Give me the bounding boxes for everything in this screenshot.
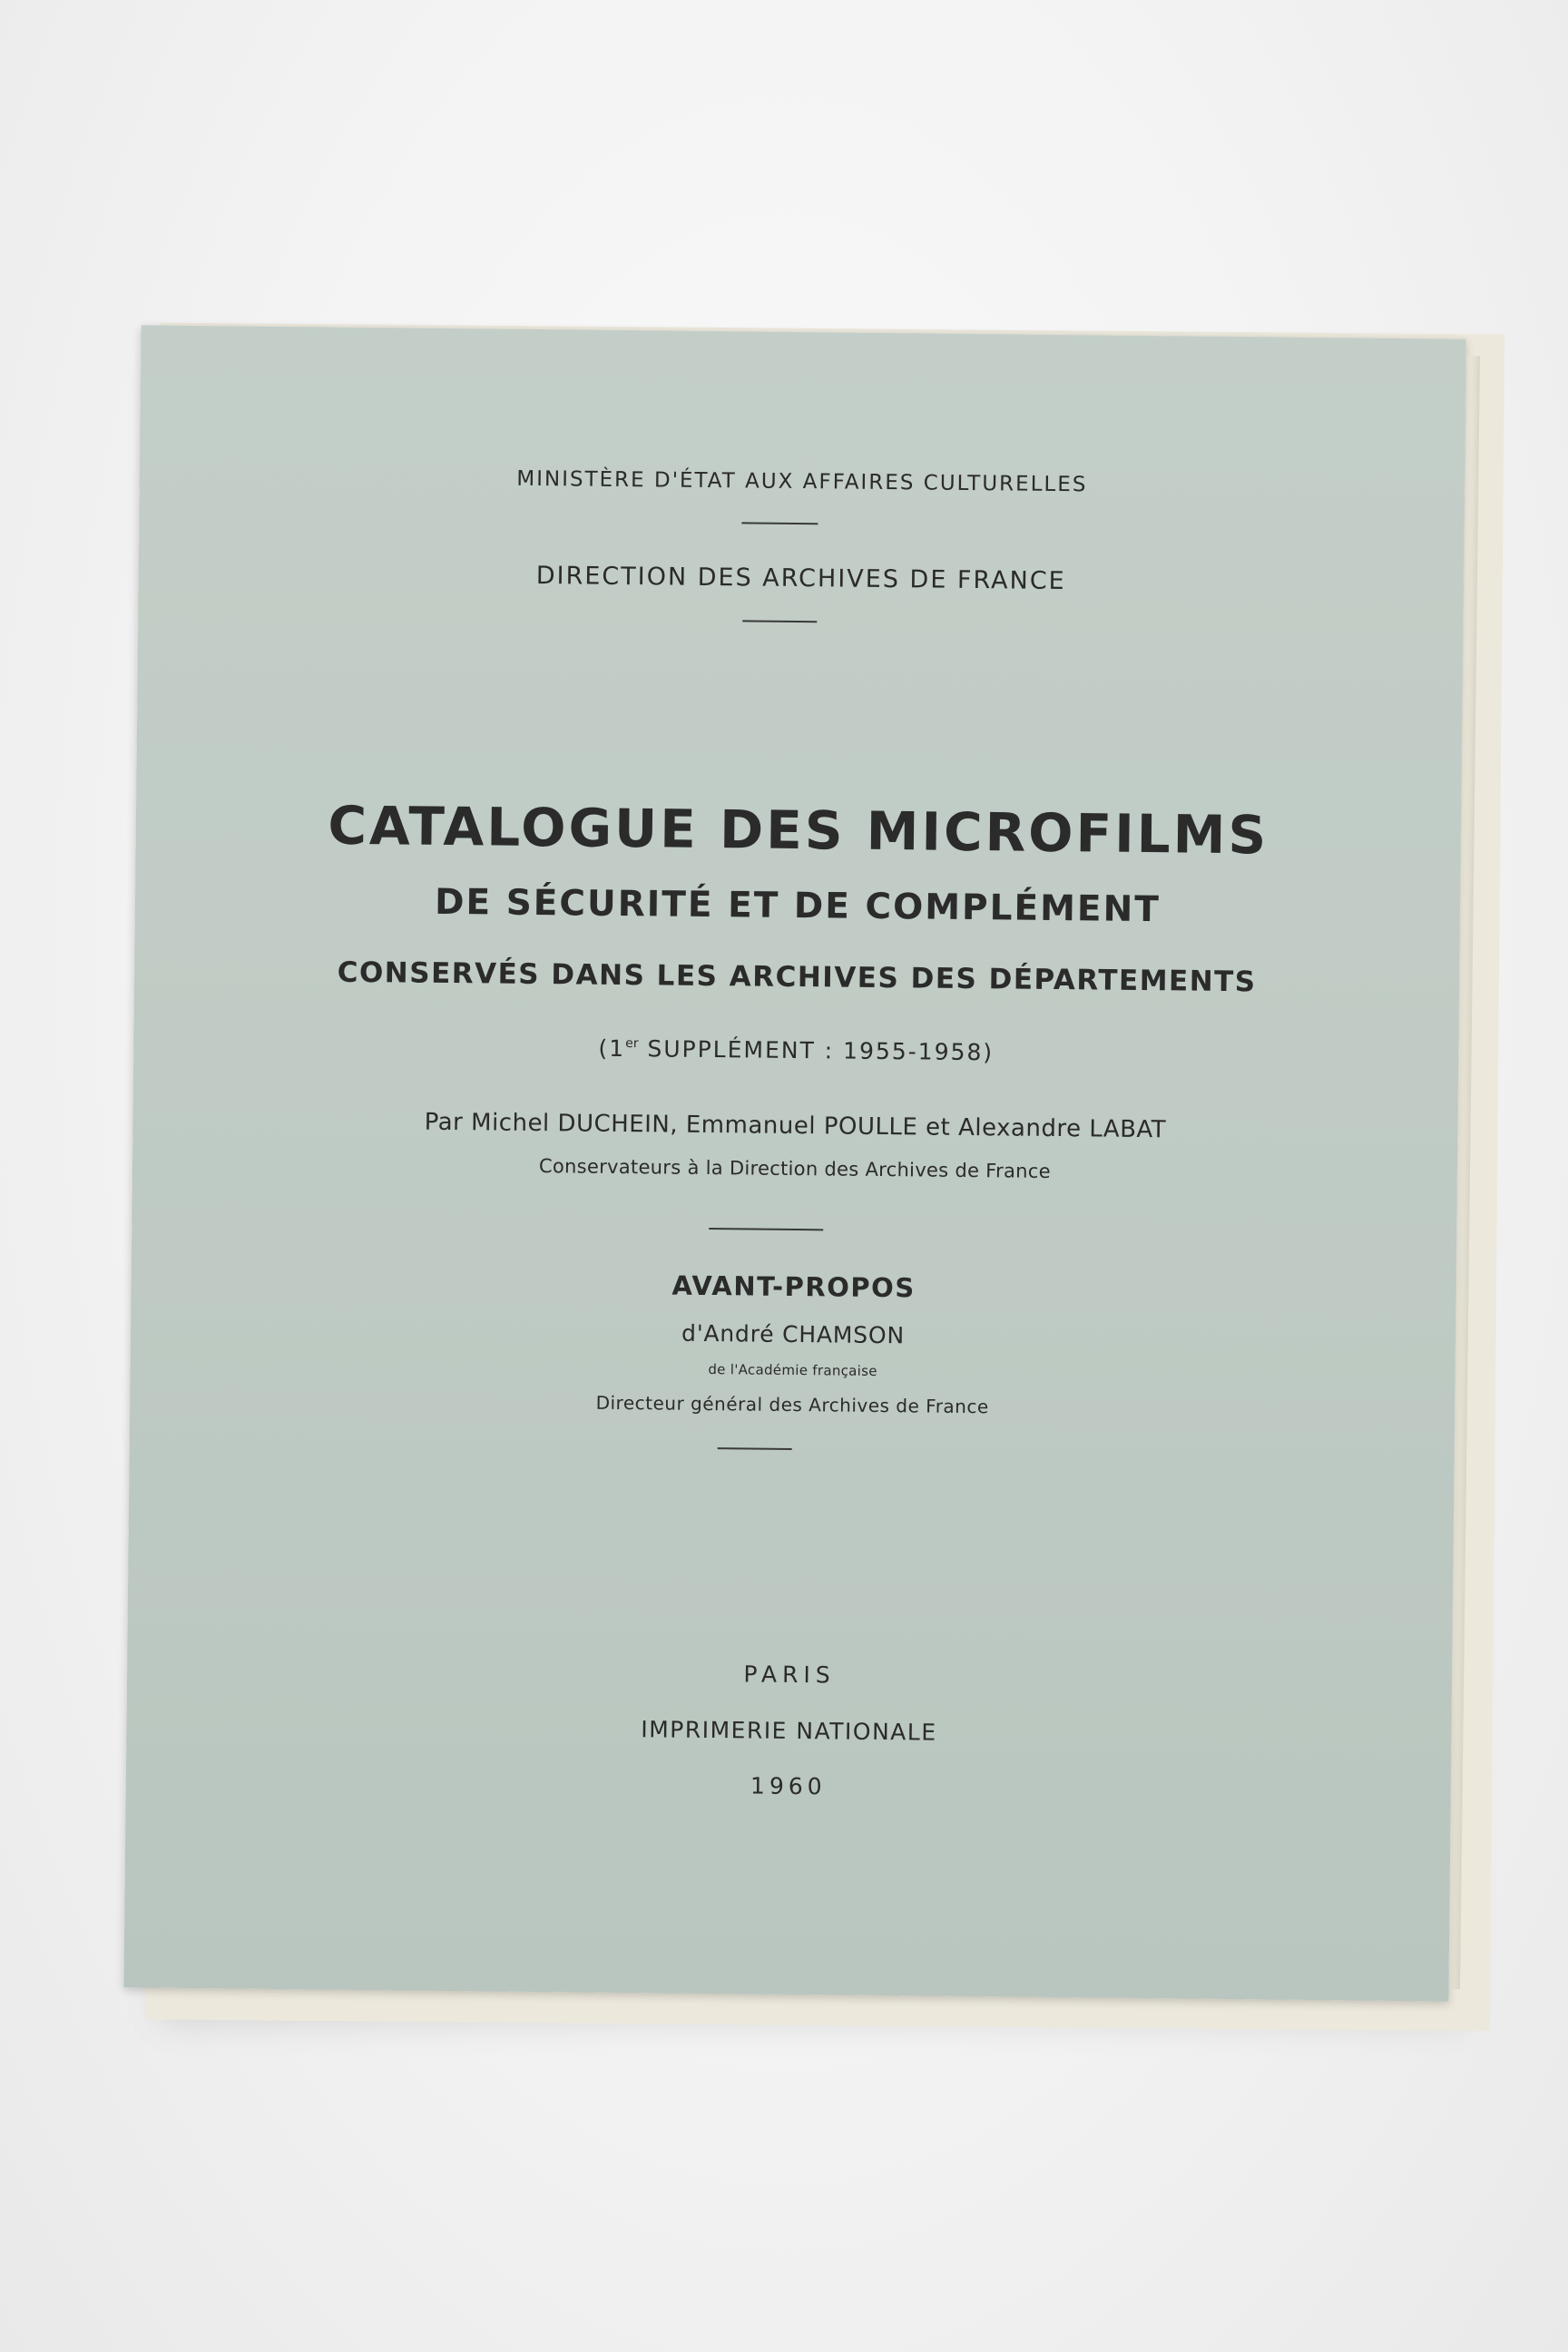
divider-rule <box>709 1228 823 1230</box>
supplement-rest: SUPPLÉMENT : 1955-1958) <box>638 1035 995 1066</box>
foreword-affiliation: de l'Académie française <box>708 1361 877 1379</box>
foreword-author: d'André CHAMSON <box>681 1319 906 1349</box>
divider-rule <box>741 522 818 524</box>
foreword-role: Directeur général des Archives de France <box>595 1391 989 1418</box>
divider-rule <box>718 1447 792 1450</box>
supplement-open: (1 <box>598 1034 626 1063</box>
title-line-2: DE SÉCURITÉ ET DE COMPLÉMENT <box>434 881 1161 931</box>
divider-rule <box>742 620 817 622</box>
title-line-3: CONSERVÉS DANS LES ARCHIVES DES DÉPARTEMENTS <box>337 956 1257 999</box>
title-line-1: CATALOGUE DES MICROFILMS <box>328 794 1269 867</box>
publication-year: 1960 <box>750 1772 827 1800</box>
book-cover <box>123 325 1465 2001</box>
supplement-line <box>133 1030 1458 1070</box>
supplement-superscript: er <box>625 1036 639 1052</box>
foreword-heading: AVANT-PROPOS <box>671 1269 916 1304</box>
authors-role: Conservateurs à la Direction des Archives de France <box>538 1155 1052 1182</box>
publisher-name: IMPRIMERIE NATIONALE <box>641 1716 937 1746</box>
authors-line: Par Michel DUCHEIN, Emmanuel POULLE et Alexandre LABAT <box>424 1108 1167 1144</box>
cover-content <box>123 325 1465 2001</box>
ministry-heading: MINISTÈRE D'ÉTAT AUX AFFAIRES CULTURELLES <box>516 466 1088 497</box>
publication-city: PARIS <box>743 1661 836 1689</box>
direction-heading: DIRECTION DES ARCHIVES DE FRANCE <box>535 561 1066 596</box>
